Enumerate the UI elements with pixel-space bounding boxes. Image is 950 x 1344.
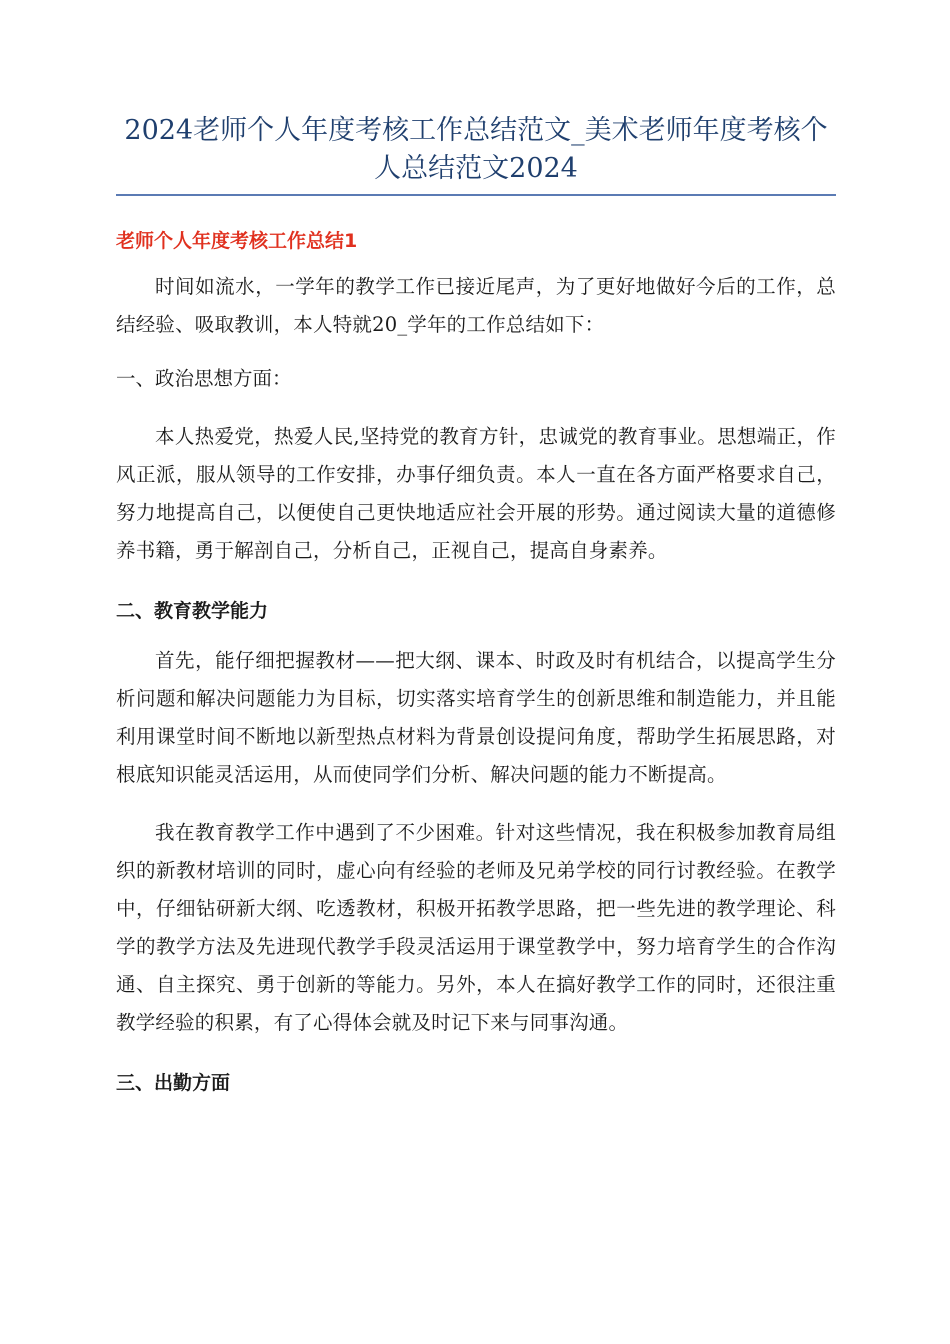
title-divider [116,194,836,196]
intro-paragraph: 时间如流水，一学年的教学工作已接近尾声，为了更好地做好今后的工作，总结经验、吸取教训，本人特就20_学年的工作总结如下： [116,275,836,336]
section-heading: 老师个人年度考核工作总结1 [116,230,358,252]
heading-politics: 一、政治思想方面： [116,367,292,390]
teaching-paragraph-1: 首先，能仔细把握教材——把大纲、课本、时政及时有机结合，以提高学生分析问题和解决问题能力为目标，切实落实培育学生的创新思维和制造能力，并且能利用课堂时间不断地以新型热点材料为背景创设提问角度，帮助学生拓展思路，对根底知识能灵活运用，从而使同学们分析、解决问题的能力不断提高。 [116,649,836,786]
heading-attendance: 三、出勤方面 [116,1072,231,1094]
heading-teaching-ability: 二、教育教学能力 [116,600,269,622]
document-page [116,112,836,1102]
teaching-paragraph-2: 我在教育教学工作中遇到了不少困难。针对这些情况，我在积极参加教育局组织的新教材培训的同时，虚心向有经验的老师及兄弟学校的同行讨教经验。在教学中，仔细钻研新大纲、吃透教材，积极开拓教学思路，把一些先进的教学理论、科学的教学方法及先进现代教学手段灵活运用于课堂教学中，努力培育学生的合作沟通、自主探究、勇于创新的等能力。另外，本人在搞好教学工作的同时，还很注重教学经验的积累，有了心得体会就及时记下来与同事沟通。 [116,821,836,1034]
document-title: 2024老师个人年度考核工作总结范文_美术老师年度考核个人总结范文2024 [124,115,828,184]
politics-paragraph: 本人热爱党，热爱人民,坚持党的教育方针，忠诚党的教育事业。思想端正，作风正派，服从领导的工作安排，办事仔细负责。本人一直在各方面严格要求自己，努力地提高自己，以便使自己更快地适应社会开展的形势。通过阅读大量的道德修养书籍，勇于解剖自己，分析自己，正视自己，提高自身素养。 [116,425,836,562]
